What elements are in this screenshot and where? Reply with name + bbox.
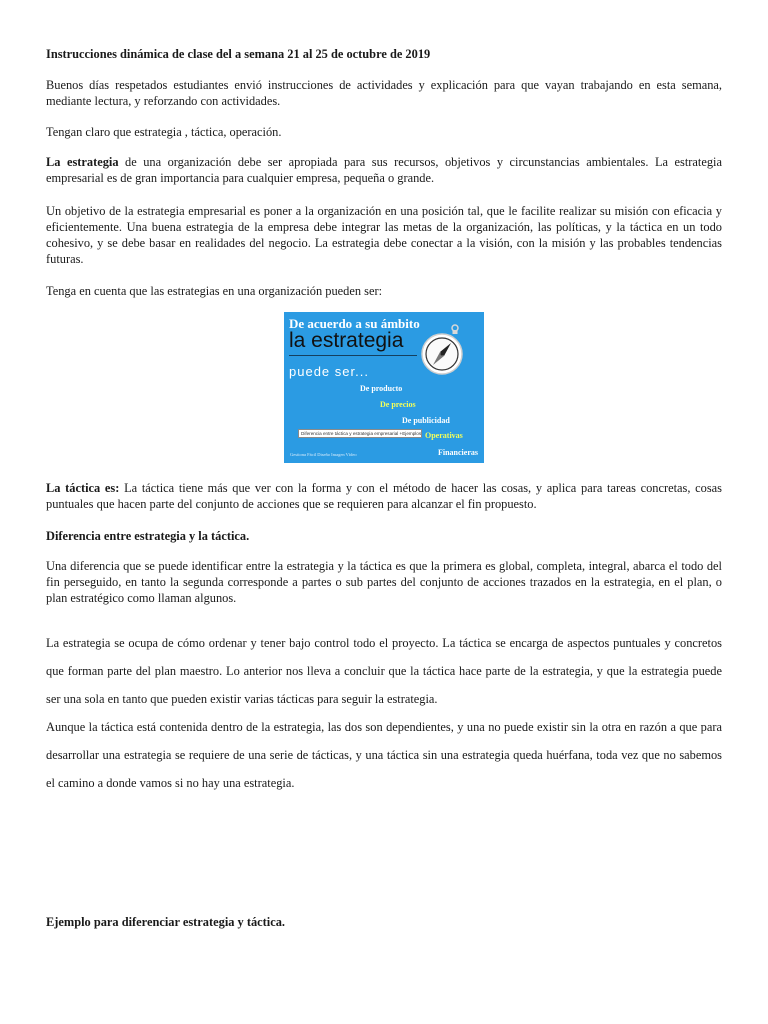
figure-title-line1: De acuerdo a su ámbito [289, 316, 420, 331]
figure-underline [289, 355, 417, 356]
estrategia-paragraph [46, 154, 722, 186]
estrategia-label: La estrategia [46, 155, 119, 169]
compass-icon [418, 322, 466, 376]
figure-item-publicidad: De publicidad [402, 416, 450, 425]
estrategia-text: de una organización debe ser apropiada para sus recursos, objetivos y circunstancias ambientales. La estrategia empresarial es de gran importancia para cualquier empresa, pequeña o grande. [46, 155, 722, 185]
tactica-paragraph [46, 480, 722, 512]
figure-credit: Gestiona Fácil Diseño Imagen Vídeo [290, 452, 357, 457]
ejemplo-heading: Ejemplo para diferenciar estrategia y táctica. [46, 915, 286, 929]
figure-item-financieras: Financieras [438, 448, 478, 457]
figure-title-line2: la estrategia [289, 329, 404, 352]
figure-item-producto: De producto [360, 384, 403, 393]
diferencia-heading: Diferencia entre estrategia y la táctica. [46, 529, 250, 543]
figure-item-operativas: Operativas [425, 431, 463, 440]
intro-paragraph: Buenos días respetados estudiantes envió instrucciones de actividades y explicación para que vayan trabajando en esta semana, mediante lectura, y reforzando con actividades. [46, 78, 722, 108]
aunque-paragraph: Aunque la táctica está contenida dentro de la estrategia, las dos son dependientes, y una no puede existir sin la otra en razón a que para desarrollar una estrategia se requiere de una serie de tácticas, y una táctica sin una estrategia queda huérfana, toda vez que no sabemos el camino a donde vamos si no hay una estrategia. [46, 720, 722, 790]
objetivo-paragraph: Un objetivo de la estrategia empresarial es poner a la organización en una posición tal, que le facilite realizar su misión con eficacia y eficientemente. Una buena estrategia de la empresa debe integrar las metas de la organización, las políticas, y la táctica en un todo cohesivo, y se debe basar en realidades del negocio. La estrategia debe conectar a la visión, con la misión y las probables tendencias futuras. [46, 204, 722, 266]
document-title: Instrucciones dinámica de clase del a semana 21 al 25 de octubre de 2019 [46, 47, 431, 61]
diferencia-paragraph: Una diferencia que se puede identificar entre la estrategia y la táctica es que la primera es global, completa, integral, abarca el todo del fin perseguido, en tanto la segunda corresponde a partes o sub partes del conjunto de acciones trazados en la estrategia, en el plan, o plan estratégico como llaman algunos. [46, 559, 722, 605]
estrategia-ambito-image [284, 312, 484, 463]
tactica-text: La táctica tiene más que ver con la forma y con el método de hacer las cosas, y aplica para tareas concretas, cosas puntuales que hacen parte del conjunto de acciones que se requieren para alcanzar el fin propuesto. [46, 481, 723, 511]
figure-subtitle: puede ser... [289, 364, 369, 379]
claro-paragraph: Tengan claro que estrategia , táctica, operación. [46, 125, 282, 139]
image-hover-tooltip: Diferencia entre táctica y estrategia empresarial +Ejemplos [298, 429, 422, 438]
tenga-paragraph: Tenga en cuenta que las estrategias en una organización pueden ser: [46, 284, 383, 298]
figure-item-precios: De precios [380, 400, 416, 409]
tactica-label: La táctica es: [46, 481, 120, 495]
ocupa-paragraph: La estrategia se ocupa de cómo ordenar y tener bajo control todo el proyecto. La táctica se encarga de aspectos puntuales y concretos que forman parte del plan maestro. Lo anterior nos lleva a concluir que la táctica hace parte de la estrategia, y que la estrategia puede ser una sola en tanto que pueden existir varias tácticas para seguir la estrategia. [46, 636, 722, 706]
